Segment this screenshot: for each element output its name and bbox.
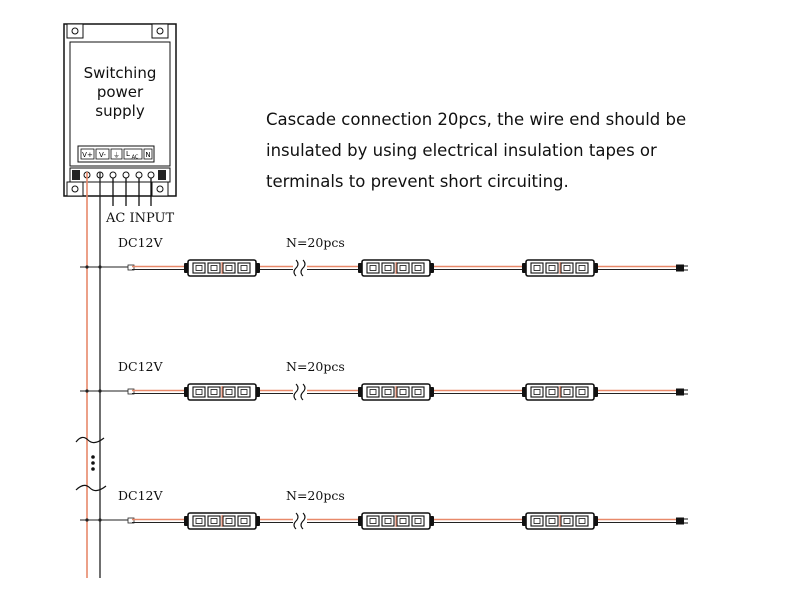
ac-input-label: AC INPUT: [106, 211, 175, 226]
led-chip: [412, 516, 424, 526]
led-chip: [193, 516, 205, 526]
led-string: [80, 488, 688, 529]
tap-junction: [85, 265, 88, 268]
note-line: Cascade connection 20pcs, the wire end should be: [266, 110, 687, 129]
led-module: [184, 260, 260, 276]
led-chip: [546, 263, 558, 273]
led-chip: [412, 387, 424, 397]
led-chip: [382, 516, 394, 526]
led-chip: [367, 387, 379, 397]
led-chip: [367, 263, 379, 273]
terminal-label-n: N: [145, 151, 151, 159]
led-module: [522, 260, 598, 276]
led-chip: [561, 263, 573, 273]
terminal-label-ac: AC: [131, 154, 139, 161]
led-chip: [223, 263, 235, 273]
note-line: terminals to prevent short circuiting.: [266, 172, 569, 191]
power-supply-title-line: Switching: [83, 64, 157, 82]
tap-junction: [85, 518, 88, 521]
end-plug: [676, 389, 684, 396]
bus-ellipsis-dot: [91, 461, 95, 465]
led-chip: [208, 263, 220, 273]
led-chip: [193, 387, 205, 397]
voltage-label: DC12V: [118, 359, 163, 374]
led-chip: [397, 263, 409, 273]
led-chip: [397, 516, 409, 526]
led-module: [358, 384, 434, 400]
led-chip: [367, 516, 379, 526]
installation-note: [266, 104, 706, 197]
terminal-block: [70, 168, 170, 182]
led-chip: [546, 387, 558, 397]
voltage-label: DC12V: [118, 235, 163, 250]
tap-junction: [85, 389, 88, 392]
led-chip: [382, 387, 394, 397]
led-chip: [531, 516, 543, 526]
bus-ellipsis-dot: [91, 467, 95, 471]
led-chip: [561, 516, 573, 526]
led-chip: [193, 263, 205, 273]
terminal-label-strip: [78, 146, 154, 162]
bus-ellipsis-dot: [91, 455, 95, 459]
led-chip: [223, 516, 235, 526]
led-chip: [576, 387, 588, 397]
led-chip: [531, 263, 543, 273]
end-plug: [676, 265, 684, 272]
power-supply-title-line: supply: [95, 102, 145, 120]
led-chip: [238, 387, 250, 397]
count-label: N=20pcs: [286, 488, 345, 503]
led-module: [358, 260, 434, 276]
led-chip: [397, 387, 409, 397]
led-module: [184, 384, 260, 400]
led-chip: [576, 516, 588, 526]
led-chip: [546, 516, 558, 526]
led-chip: [238, 263, 250, 273]
led-module: [522, 513, 598, 529]
terminal-label-l: L: [126, 150, 130, 158]
power-supply-title: [72, 64, 168, 121]
led-chip: [208, 387, 220, 397]
count-label: N=20pcs: [286, 235, 345, 250]
count-label: N=20pcs: [286, 359, 345, 374]
terminal-label-vplus: V+: [82, 151, 93, 159]
led-chip: [382, 263, 394, 273]
led-chip: [412, 263, 424, 273]
voltage-label: DC12V: [118, 488, 163, 503]
note-line: insulated by using electrical insulation tapes or: [266, 141, 657, 160]
led-string: [80, 235, 688, 276]
bus-wires: [76, 172, 106, 578]
led-chip: [223, 387, 235, 397]
end-plug: [676, 518, 684, 525]
led-module: [522, 384, 598, 400]
terminal-label-ground: ⏚: [113, 151, 120, 160]
power-supply-title-line: power: [96, 83, 144, 101]
led-chip: [238, 516, 250, 526]
led-chip: [576, 263, 588, 273]
led-chip: [531, 387, 543, 397]
led-module: [358, 513, 434, 529]
led-string: [80, 359, 688, 400]
led-chip: [208, 516, 220, 526]
led-chip: [561, 387, 573, 397]
terminal-label-vminus: V-: [99, 151, 106, 159]
led-module: [184, 513, 260, 529]
